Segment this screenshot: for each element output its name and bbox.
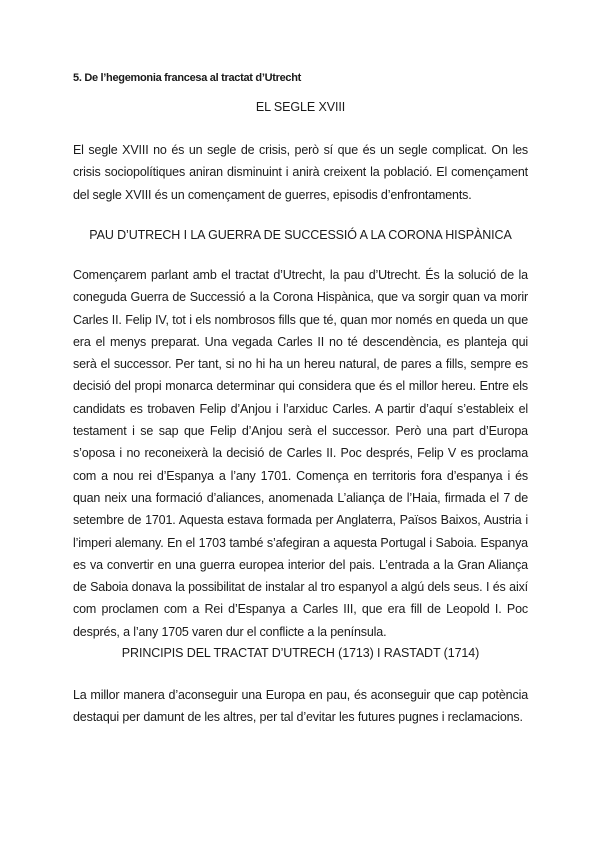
paragraph-segle-xviii: El segle XVIII no és un segle de crisis, però sí que és un segle complicat. On les crisis sociopolítiques aniran disminuint i anirà creixent la població. El començament del segle XVIII és un començament de guerres, episodis d’enfrontaments. — [73, 143, 528, 202]
chapter-title: 5. De l’hegemonia francesa al tractat d’Utrecht — [73, 72, 301, 84]
paragraph-pau-utrech: Començarem parlant amb el tractat d’Utrecht, la pau d’Utrecht. És la solució de la coneguda Guerra de Successió a la Corona Hispànica, que va sorgir quan va morir Carles II. Felip IV, tot i els nombrosos fills que té, quan mor només en queda un que era el menys preparat. Una vegada Carles II no té descendència, es planteja qui serà el successor. Per tant, si no hi ha un hereu natural, de pares a fills, sempre es decisió del propi monarca determinar qui considera que és el millor hereu. Entre els candidats es trobaven Felip d’Anjou i l’arxiduc Carles. A partir d’aquí s’estableix el testament i se sap que Felip d’Anjou serà el successor. Però una part d’Europa s’oposa i no reconeixerà la decisió de Carles II. Poc després, Felip V es proclama com a nou rei d’Espanya a l’any 1701. Comença en territoris fora d’espanya i és quan neix una formació d’aliances, anomenada L’aliança de l’Haia, firmada el 7 de setembre de 1701. Aquesta estava formada per Anglaterra, Països Baixos, Austria i l’imperi alemany. En el 1703 també s’afegiran a aquesta Portugal i Saboia. Espanya es va convertir en una guerra europea interior del pais. L’entrada a la Gran Aliança de Saboia donava la possibilitat de instalar al tro espanyol a algú dels seus. I és així com proclamen com a Rei d’Espanya a Carles III, que era fill de Leopold I. Poc després, a l’any 1705 varen dur el conflicte a la península. — [73, 268, 528, 639]
section-heading-principis-tractat: PRINCIPIS DEL TRACTAT D’UTRECH (1713) I RASTADT (1714) — [121, 646, 480, 660]
paragraph-principis-tractat: La millor manera d’aconseguir una Europa en pau, és aconseguir que cap potència destaqui per damunt de les altres, per tal d’evitar les futures pugnes i reclamacions. — [73, 688, 528, 725]
section-heading-pau-utrech: PAU D’UTRECH I LA GUERRA DE SUCCESSIÓ A LA CORONA HISPÀNICA — [89, 228, 512, 242]
section-heading-segle-xviii: EL SEGLE XVIII — [255, 100, 346, 114]
